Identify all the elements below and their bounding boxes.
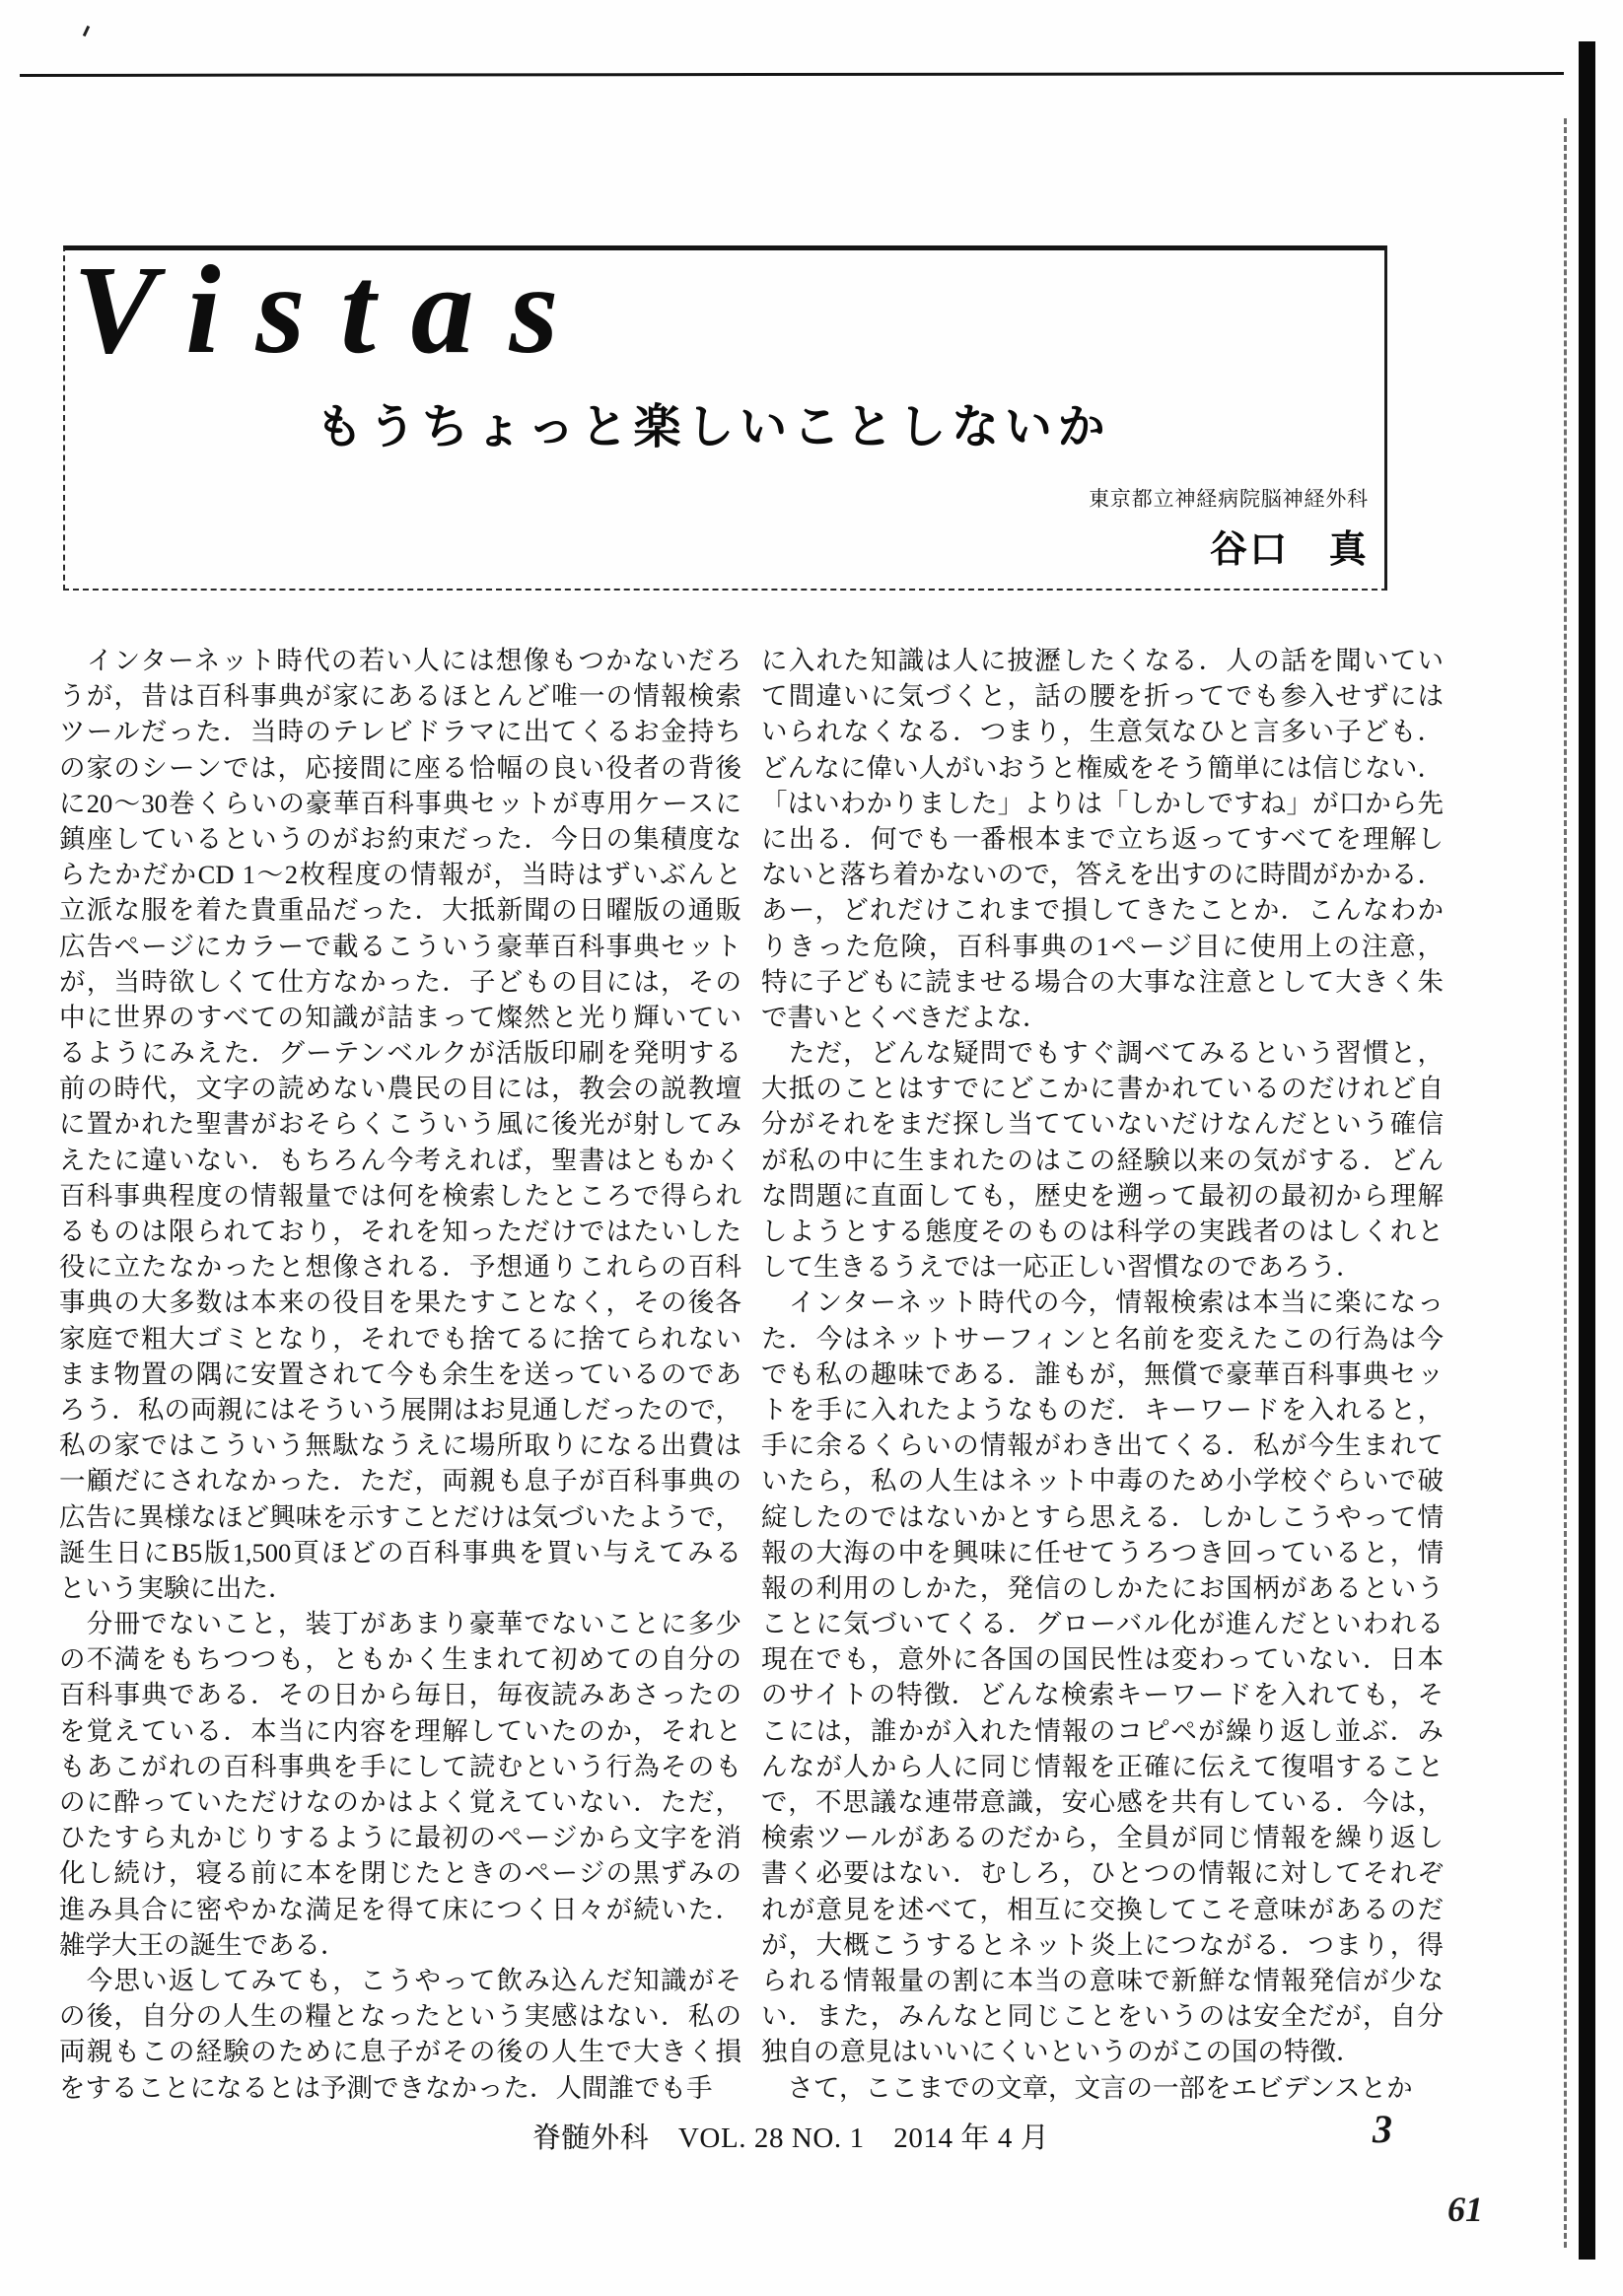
column-logo-title: Vistas [73,240,595,380]
author-affiliation: 東京都立神経病院脳神経外科 [1089,487,1369,511]
text-line: 綻したのではないかとすら思える．しかしこうやって情 [761,1501,1444,1532]
top-horizontal-rule [20,72,1564,77]
author-name: 谷口 真 [1209,529,1369,571]
text-line: が私の中に生まれたのはこの経験以来の気がする．どん [761,1145,1444,1175]
text-line: 進み具合に密やかな満足を得て床につく日々が続いた． [59,1894,741,1924]
text-line: いられなくなる．つまり，生意気なひと言多い子ども． [761,717,1444,747]
text-line: りきった危険，百科事典の1ページ目に使用上の注意， [761,931,1444,961]
text-line: 現在でも，意外に各国の国民性は変わっていない．日本 [761,1644,1444,1675]
text-line: うが，昔は百科事典が家にあるほとんど唯一の情報検索 [59,681,741,712]
text-line: た．今はネットサーフィンと名前を変えたこの行為は今 [761,1323,1444,1354]
text-line: の家のシーンでは，応接間に座る恰幅の良い役者の背後 [59,752,741,783]
text-line: インターネット時代の今，情報検索は本当に楽になっ [761,1287,1444,1318]
text-line: 一顧だにされなかった．ただ，両親も息子が百科事典の [59,1466,741,1496]
text-line: られる情報量の割に本当の意味で新鮮な情報発信が少な [761,1965,1444,1995]
text-line: でも私の趣味である．誰もが，無償で豪華百科事典セッ [761,1358,1444,1389]
text-line: ないと落ち着かないので，答えを出すのに時間がかかる． [761,860,1444,890]
text-line: 大抵のことはすでにどこかに書かれているのだけれど自 [761,1074,1444,1104]
text-line: 独自の意見はいいにくいというのがこの国の特徴． [761,2037,1363,2067]
text-line: ひたすら丸かじりするように最初のページから文字を消 [59,1823,741,1853]
text-line: るようにみえた．グーテンベルクが活版印刷を発明する [59,1038,741,1069]
text-line: 百科事典程度の情報量では何を検索したところで得られ [59,1180,741,1211]
text-line: 検索ツールがあるのだから，全員が同じ情報を繰り返し [761,1823,1444,1853]
text-line: 事典の大多数は本来の役目を果たすことなく，その後各 [59,1287,741,1318]
text-line: んなが人から人に同じ情報を正確に伝えて復唱すること [761,1751,1444,1781]
text-line: が，当時欲しくて仕方なかった．子どもの目には，その [59,966,741,997]
text-line: に出る．何でも一番根本まで立ち返ってすべてを理解し [761,823,1444,854]
body-left-column [59,643,741,2106]
scan-edge-bar [1579,41,1595,2260]
text-line: 分がそれをまだ探し当てていないだけなんだという確信 [761,1109,1444,1140]
text-line: 化し続け，寝る前に本を閉じたときのページの黒ずみの [59,1858,741,1889]
text-line: 広告ページにカラーで載るこういう豪華百科事典セット [59,931,741,961]
text-line: 百科事典である．その日から毎日，毎夜読みあさったの [59,1680,741,1710]
text-line: えたに違いない．もちろん今考えれば，聖書はともかく [59,1145,741,1175]
text-line: 鎮座しているというのがお約束だった．今日の集積度な [59,823,741,854]
text-line: 家庭で粗大ゴミとなり，それでも捨てるに捨てられない [59,1323,741,1354]
text-line: 前の時代，文字の読めない農民の目には，教会の説教壇 [59,1074,741,1104]
text-line: の後，自分の人生の糧となったという実感はない．私の [59,2001,741,2032]
text-line: で書いとくべきだよな． [761,1002,1049,1032]
text-line: しようとする態度そのものは科学の実践者のはしくれと [761,1217,1444,1246]
text-line: ただ，どんな疑問でもすぐ調べてみるという習慣と， [761,1038,1444,1069]
byline-block [1089,483,1369,573]
text-line: の不満をもちつつも，ともかく生まれて初めての自分の [59,1644,741,1675]
text-line: い．また，みんなと同じことをいうのは安全だが，自分 [761,2001,1444,2032]
text-line: 分冊でないこと，装丁があまり豪華でないことに多少 [59,1609,741,1639]
text-line: で，不思議な連帯意識，安心感を共有している．今は， [761,1787,1444,1817]
text-line: 両親もこの経験のために息子がその後の人生で大きく損 [59,2037,741,2067]
text-line: が，大概こうするとネット炎上につながる．つまり，得 [761,1929,1444,1960]
text-line: ツールだった．当時のテレビドラマに出てくるお金持ち [59,717,741,747]
body-right-column [761,643,1444,2106]
text-line: 特に子どもに読ませる場合の大事な注意として大きく朱 [761,966,1444,997]
text-line: な問題に直面しても，歴史を遡って最初の最初から理解 [761,1180,1444,1211]
text-line: インターネット時代の若い人には想像もつかないだろ [59,646,741,675]
text-line: 広告に異様なほど興味を示すことだけは気づいたようで， [59,1501,741,1532]
text-line: をすることになるとは予測できなかった．人間誰でも手 [59,2072,713,2103]
handwritten-folio-number: 61 [1447,2190,1483,2229]
text-line: に入れた知識は人に披瀝したくなる．人の話を聞いてい [761,646,1444,675]
article-title: もうちょっと楽しいことしないか [316,401,1111,453]
text-line: ろう．私の両親にはそういう展開はお見通しだったので， [59,1394,741,1425]
text-line: て間違いに気づくと，話の腰を折ってでも参入せずには [761,681,1444,712]
text-line: さて，ここまでの文章，文言の一部をエビデンスとか [761,2072,1413,2103]
text-line: 立派な服を着た貴重品だった．大抵新聞の日曜版の通販 [59,895,741,926]
text-line: 報の大海の中を興味に任せてうろつき回っていると，情 [761,1537,1444,1567]
text-line: して生きるうえでは一応正しい習慣なのであろう． [761,1252,1363,1283]
text-line: らたかだかCD 1〜2枚程度の情報が，当時はずいぶんと [59,860,741,890]
text-line: 報の利用のしかた，発信のしかたにお国柄があるという [761,1572,1444,1603]
text-line: 手に余るくらいの情報がわき出てくる．私が今生まれて [761,1430,1444,1461]
text-line: という実験に出た． [59,1572,295,1603]
scan-tick-mark [83,26,90,36]
text-line: あー，どれだけこれまで損してきたことか．こんなわか [761,895,1444,926]
text-line: 役に立たなかったと想像される．予想通りこれらの百科 [59,1252,741,1283]
text-line: のサイトの特徴．どんな検索キーワードを入れても，そ [761,1680,1444,1710]
text-line: るものは限られており，それを知っただけではたいした [59,1217,741,1246]
text-line: 私の家ではこういう無駄なうえに場所取りになる出費は [59,1430,741,1461]
text-line: 「はいわかりました」よりは「しかしですね」が口から先 [761,788,1444,818]
text-line: に20〜30巻くらいの豪華百科事典セットが専用ケースに [59,788,741,818]
text-line: に置かれた聖書がおそらくこういう風に後光が射してみ [59,1109,741,1140]
text-line: 今思い返してみても，こうやって飲み込んだ知識がそ [59,1965,741,1995]
scan-binding-shadow [1564,118,1567,2248]
text-line: 中に世界のすべての知識が詰まって燦然と光り輝いてい [59,1002,741,1032]
text-line: 雑学大王の誕生である． [59,1929,347,1960]
text-line: いたら，私の人生はネット中毒のため小学校ぐらいで破 [761,1466,1444,1496]
text-line: ことに気づいてくる．グローバル化が進んだといわれる [761,1609,1444,1639]
text-line: トを手に入れたようなものだ．キーワードを入れると， [761,1394,1444,1425]
footer-page-number: 3 [1373,2107,1392,2151]
text-line: どんなに偉い人がいおうと権威をそう簡単には信じない． [761,752,1444,783]
text-line: れが意見を述べて，相互に交換してこそ意味があるのだ [761,1894,1444,1924]
text-line: のに酔っていただけなのかはよく覚えていない．ただ， [59,1787,741,1817]
text-line: こには，誰かが入れた情報のコピペが繰り返し並ぶ．み [761,1715,1444,1746]
text-line: 書く必要はない．むしろ，ひとつの情報に対してそれぞ [761,1858,1444,1889]
text-line: まま物置の隅に安置されて今も余生を送っているのであ [59,1358,741,1389]
footer-journal-info: 脊髄外科 VOL. 28 NO. 1 2014 年 4 月 [532,2122,1050,2154]
text-line: を覚えている．本当に内容を理解していたのか，それと [59,1715,741,1746]
text-line: 誕生日にB5版1,500頁ほどの百科事典を買い与えてみる [59,1537,741,1567]
text-line: もあこがれの百科事典を手にして読むという行為そのも [59,1751,741,1781]
